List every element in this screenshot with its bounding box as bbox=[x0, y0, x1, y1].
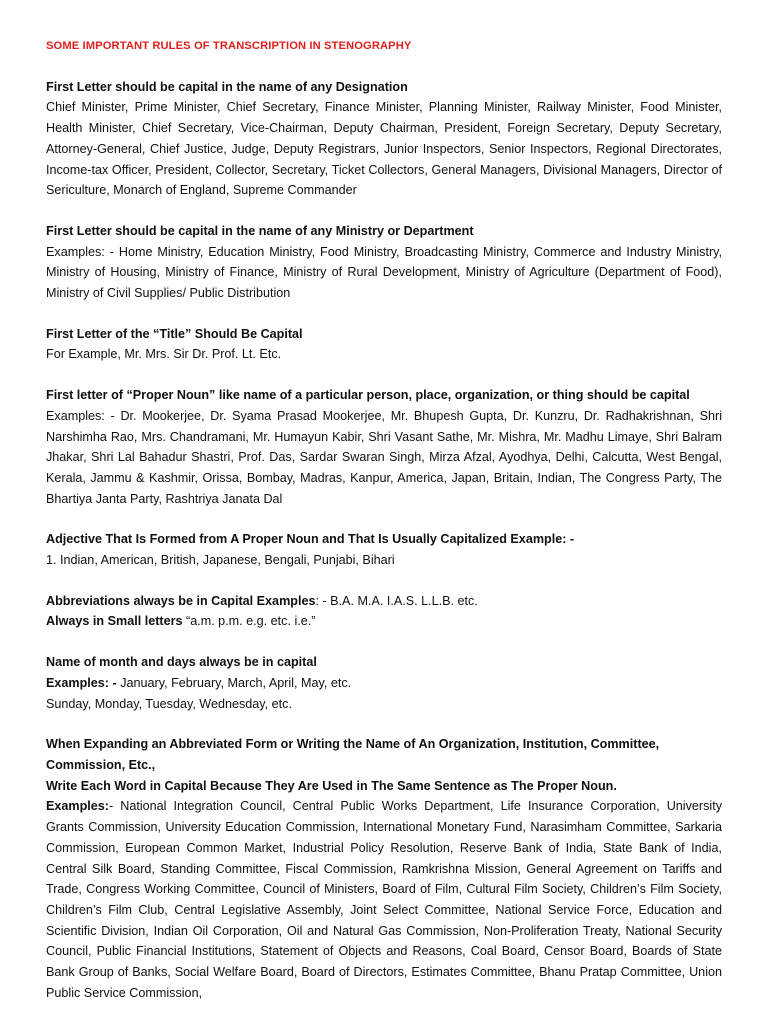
abbreviations-capital-line bbox=[46, 591, 722, 612]
section-body: Chief Minister, Prime Minister, Chief Secretary, Finance Minister, Planning Minister, Railway Minister, Food Minister, Health Minister, Chief Secretary, Vice-Chairman, Deputy Chairman, President, Foreign Secretary, Deputy Secretary, Attorney-General, Chief Justice, Judge, Deputy Registrars, Junior Inspectors, Senior Inspectors, Regional Directorates, Income-tax Officer, President, Collector, Secretary, Ticket Collectors, General Managers, Divisional Managers, Director of Sericulture, Monarch of England, Supreme Commander bbox=[46, 100, 722, 198]
section-heading: When Expanding an Abbreviated Form or Writing the Name of An Organization, Institution, Committee, Commission, Etc., bbox=[46, 737, 660, 772]
abbreviations-small-label: Always in Small letters bbox=[46, 614, 183, 629]
organization-examples-label: Examples: bbox=[46, 799, 109, 814]
section-abbreviations bbox=[46, 591, 722, 632]
months-examples: January, February, March, April, May, etc. bbox=[116, 675, 352, 690]
section-adjective bbox=[46, 529, 722, 570]
section-heading: First Letter of the “Title” Should Be Capital bbox=[46, 326, 303, 341]
section-designation bbox=[46, 77, 722, 201]
days-examples-line: Sunday, Monday, Tuesday, Wednesday, etc. bbox=[46, 696, 292, 711]
abbreviations-capital-label: Abbreviations always be in Capital Examples bbox=[46, 593, 316, 608]
section-body: 1. Indian, American, British, Japanese, Bengali, Punjabi, Bihari bbox=[46, 553, 395, 568]
section-proper-noun bbox=[46, 385, 722, 509]
section-heading: First Letter should be capital in the name of any Designation bbox=[46, 79, 408, 94]
section-body: Examples: - Dr. Mookerjee, Dr. Syama Prasad Mookerjee, Mr. Bhupesh Gupta, Dr. Kunzru, Dr. Radhakrishnan, Shri Narshimha Rao, Mrs. Chandramani, Mr. Humayun Kabir, Shri Vasant Sathe, Mr. Mishra, Mr. Madhu Limaye, Shri Balram Jhakar, Shri Lal Bahadur Shastri, Prof. Das, Sardar Swaran Singh, Mirza Afzal, Ayodhya, Delhi, Calcutta, West Bengal, Kerala, Jammu & Kashmir, Orissa, Bombay, Madras, Kanpur, America, Japan, Britain, Indian, The Congress Party, The Bhartiya Janta Party, Rashtriya Janata Dal bbox=[46, 408, 722, 506]
section-heading: Name of month and days always be in capital bbox=[46, 655, 317, 670]
section-months bbox=[46, 652, 722, 714]
months-examples-line bbox=[46, 673, 722, 694]
section-body: Examples: - Home Ministry, Education Ministry, Food Ministry, Broadcasting Ministry, Commerce and Industry Ministry, Ministry of Housing, Ministry of Finance, Ministry of Rural Development, Ministry of Agriculture (Department of Food), Ministry of Civil Supplies/ Public Distribution bbox=[46, 244, 722, 301]
organization-examples: - National Integration Council, Central Public Works Department, Life Insurance Corporation, University Grants Commission, University Education Commission, International Monetary Fund, Narasimham Committee, Sarkaria Commission, European Common Market, Industrial Policy Resolution, Reserve Bank of India, State Bank of India, Central Silk Board, Standing Committee, Fiscal Commission, Ramkrishna Mission, General Agreement on Tariffs and Trade, Congress Working Committee, Council of Ministers, Board of Film, Cultural Film Society, Children’s Film Society, Children’s Film Club, Central Legislative Assembly, Joint Select Committee, National Service Force, Education and Scientific Division, Indian Oil Corporation, Oil and Natural Gas Commission, Non-Proliferation Treaty, National Security Council, Public Financial Institutions, Statement of Objects and Reasons, Coal Board, Censor Board, Boards of State Bank Group of Banks, Social Welfare Board, Board of Directors, Estimates Committee, Bhanu Pratap Committee, Union Public Service Commission, bbox=[46, 799, 722, 1000]
section-title-rule bbox=[46, 324, 722, 365]
section-body: For Example, Mr. Mrs. Sir Dr. Prof. Lt. Etc. bbox=[46, 347, 282, 362]
abbreviations-small-line bbox=[46, 611, 722, 632]
section-heading: First letter of “Proper Noun” like name of a particular person, place, organization, or thing should be capital bbox=[46, 388, 690, 403]
months-examples-label: Examples: - bbox=[46, 675, 117, 690]
section-heading: Adjective That Is Formed from A Proper Noun and That Is Usually Capitalized Example: - bbox=[46, 532, 575, 547]
section-heading: First Letter should be capital in the name of any Ministry or Department bbox=[46, 223, 474, 238]
section-organization bbox=[46, 734, 722, 1003]
section-body bbox=[46, 796, 722, 1003]
abbreviations-capital-examples: : - B.A. M.A. I.A.S. L.L.B. etc. bbox=[315, 593, 478, 608]
section-subheading: Write Each Word in Capital Because They Are Used in The Same Sentence as The Proper Noun. bbox=[46, 778, 617, 793]
abbreviations-small-examples: “a.m. p.m. e.g. etc. i.e.” bbox=[182, 614, 316, 629]
section-ministry bbox=[46, 221, 722, 304]
document-title: SOME IMPORTANT RULES OF TRANSCRIPTION IN STENOGRAPHY bbox=[46, 40, 412, 52]
